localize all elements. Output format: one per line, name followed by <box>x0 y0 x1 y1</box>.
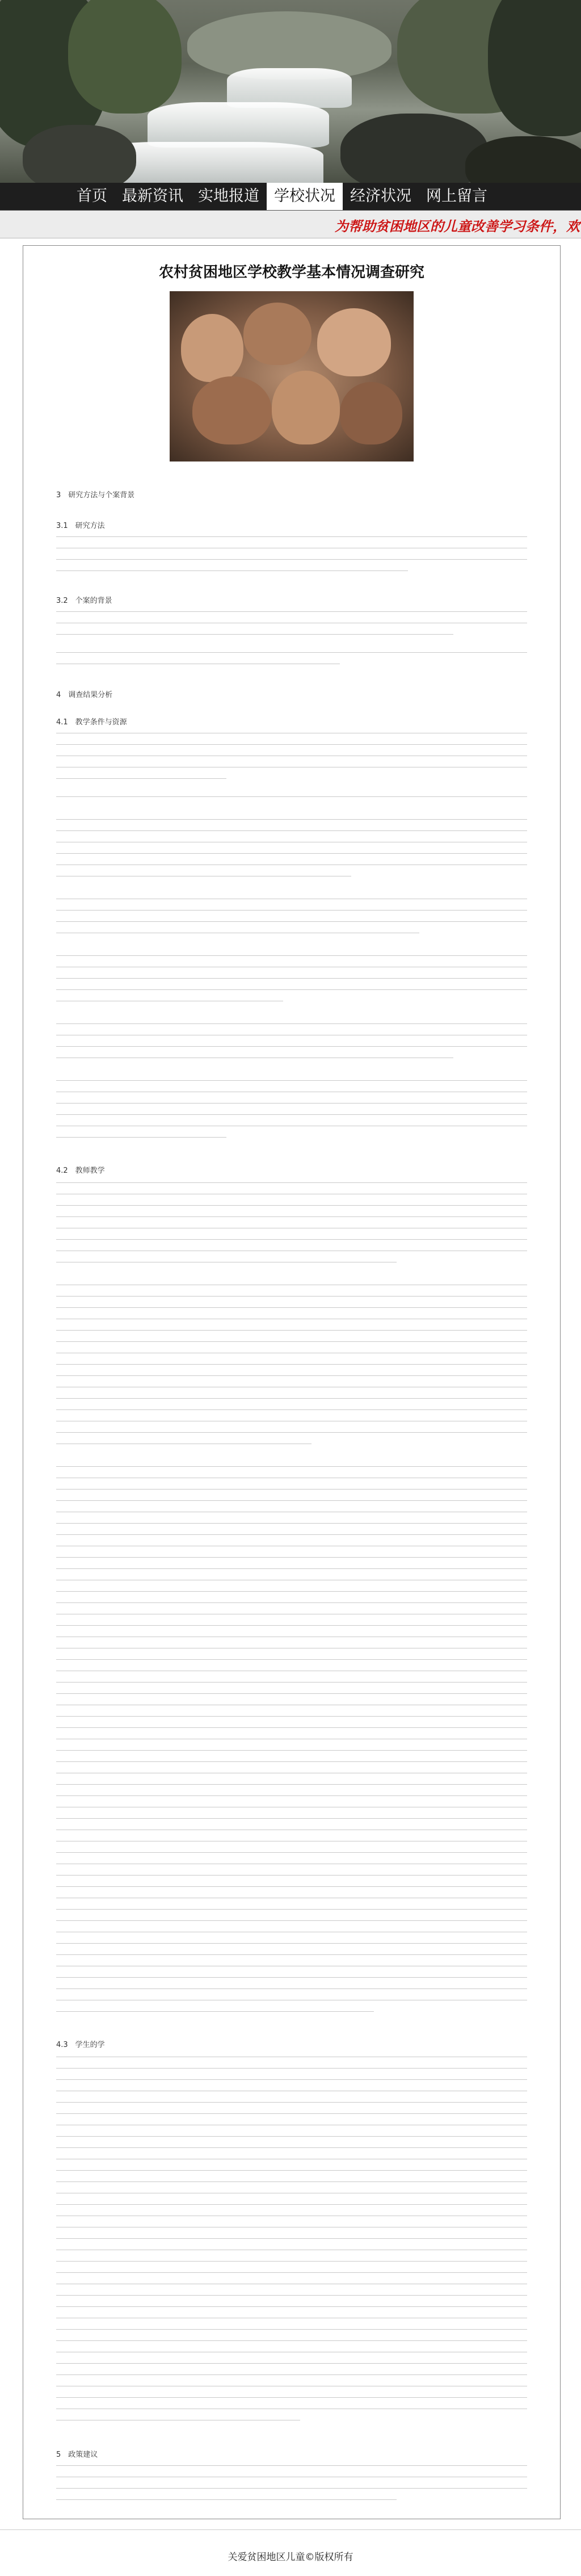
scrolling-slogan: 为帮助贫困地区的儿童改善学习条件，欢 <box>335 219 580 234</box>
text-line <box>56 2181 527 2182</box>
text-line <box>56 2011 374 2012</box>
text-line <box>56 989 527 990</box>
text-line <box>56 1296 527 1297</box>
rock-shape <box>23 125 136 183</box>
nav-item-home[interactable]: 首页 <box>77 187 107 205</box>
text-line <box>56 2465 527 2466</box>
hand-shape <box>272 371 340 444</box>
section-heading: 5 政策建议 <box>56 2451 98 2459</box>
text-line <box>56 2295 527 2296</box>
text-line <box>56 536 527 537</box>
hand-shape <box>192 376 272 444</box>
text-line <box>56 1909 527 1910</box>
text-line <box>56 2113 527 2114</box>
text-line <box>56 1875 527 1876</box>
text-line <box>56 1137 226 1138</box>
text-line <box>56 1557 527 1558</box>
section-heading: 4.3 学生的学 <box>56 2041 105 2049</box>
header-banner-image <box>0 0 581 183</box>
text-line <box>56 796 527 797</box>
article-container <box>23 245 561 2519</box>
text-line <box>56 2102 527 2103</box>
text-line <box>56 1920 527 1921</box>
text-line <box>56 1489 527 1490</box>
text-line <box>56 1080 527 1081</box>
text-line <box>56 2329 527 2330</box>
text-line <box>56 955 527 956</box>
hand-shape <box>243 303 311 365</box>
text-line <box>56 1432 527 1433</box>
text-line <box>56 1693 527 1694</box>
text-line <box>56 2488 527 2489</box>
text-line <box>56 1659 527 1660</box>
text-line <box>56 1103 527 1104</box>
text-line <box>56 1568 527 1569</box>
text-line <box>56 1943 527 1944</box>
nav-item-news[interactable]: 最新资讯 <box>122 187 183 205</box>
nav-item-school-status[interactable]: 学校状况 <box>267 183 343 210</box>
hand-shape <box>317 308 391 376</box>
text-line <box>56 1795 527 1796</box>
text-line <box>56 1398 527 1399</box>
text-line <box>56 1341 527 1342</box>
text-line <box>56 978 527 979</box>
text-line <box>56 570 408 571</box>
text-line <box>56 2079 527 2080</box>
text-line <box>56 819 527 820</box>
text-line <box>56 830 527 831</box>
text-line <box>56 1988 527 1989</box>
article-title: 农村贫困地区学校教学基本情况调查研究 <box>158 264 424 281</box>
section-heading: 4 调查结果分析 <box>56 691 113 699</box>
section-heading: 4.2 教师教学 <box>56 1167 105 1175</box>
text-line <box>56 1852 527 1853</box>
section-heading: 3 研究方法与个案背景 <box>56 491 135 500</box>
text-line <box>56 2136 527 2137</box>
text-line <box>56 853 527 854</box>
text-line <box>56 1114 527 1115</box>
text-line <box>56 2306 527 2307</box>
text-line <box>56 2340 527 2341</box>
nav-item-economy[interactable]: 经济状况 <box>350 187 411 205</box>
text-line <box>56 2170 527 2171</box>
text-line <box>56 1818 527 1819</box>
text-line <box>56 2261 527 2262</box>
text-line <box>56 1239 527 1240</box>
text-line <box>56 1784 527 1785</box>
text-line <box>56 1046 527 1047</box>
text-line <box>56 744 527 745</box>
text-line <box>56 1500 527 1501</box>
text-line <box>56 1409 527 1410</box>
text-line <box>56 2374 527 2375</box>
text-line <box>56 1523 527 1524</box>
text-line <box>56 1375 527 1376</box>
section-heading: 4.1 教学条件与资源 <box>56 718 127 727</box>
text-line <box>56 2397 527 2398</box>
text-line <box>56 2499 397 2500</box>
hands-photo <box>170 291 414 462</box>
footer-divider <box>0 2529 581 2530</box>
text-line <box>56 1216 527 1217</box>
text-line <box>56 652 527 653</box>
text-line <box>56 1330 527 1331</box>
text-line <box>56 634 453 635</box>
tree-shape <box>488 0 581 136</box>
slogan-bar <box>0 211 581 238</box>
text-line <box>56 1761 527 1762</box>
main-navigation <box>0 183 581 211</box>
text-line <box>56 2238 527 2239</box>
text-line <box>56 611 527 612</box>
text-line <box>56 2204 527 2205</box>
text-line <box>56 1886 527 1887</box>
text-line <box>56 2068 527 2069</box>
text-line <box>56 1023 527 1024</box>
rock-shape <box>465 136 581 183</box>
text-line <box>56 1307 527 1308</box>
text-line <box>56 778 226 779</box>
text-line <box>56 1954 527 1955</box>
nav-items <box>69 183 495 210</box>
text-line <box>56 1466 527 1467</box>
tree-shape <box>68 0 182 114</box>
text-line <box>56 2147 527 2148</box>
section-heading: 3.2 个案的背景 <box>56 597 112 605</box>
hand-shape <box>340 382 402 444</box>
waterfall-shape <box>148 102 329 148</box>
footer-copyright: 关爱贫困地区儿童©版权所有 <box>228 2552 353 2563</box>
text-line <box>56 921 527 922</box>
section-heading: 3.1 研究方法 <box>56 522 105 530</box>
text-line <box>56 1727 527 1728</box>
text-line <box>56 1716 527 1717</box>
text-line <box>56 2363 527 2364</box>
text-line <box>56 910 527 911</box>
text-line <box>56 1625 527 1626</box>
text-line <box>56 1364 527 1365</box>
text-line <box>56 1750 527 1751</box>
text-line <box>56 1182 527 1183</box>
text-line <box>56 2272 527 2273</box>
text-line <box>56 559 527 560</box>
nav-item-reports[interactable]: 实地报道 <box>198 187 259 205</box>
text-line <box>56 1977 527 1978</box>
hand-shape <box>181 314 243 382</box>
text-line <box>56 1205 527 1206</box>
text-line <box>56 1534 527 1535</box>
nav-item-message-board[interactable]: 网上留言 <box>426 187 487 205</box>
text-line <box>56 1602 527 1603</box>
text-line <box>56 1682 527 1683</box>
text-line <box>56 1591 527 1592</box>
